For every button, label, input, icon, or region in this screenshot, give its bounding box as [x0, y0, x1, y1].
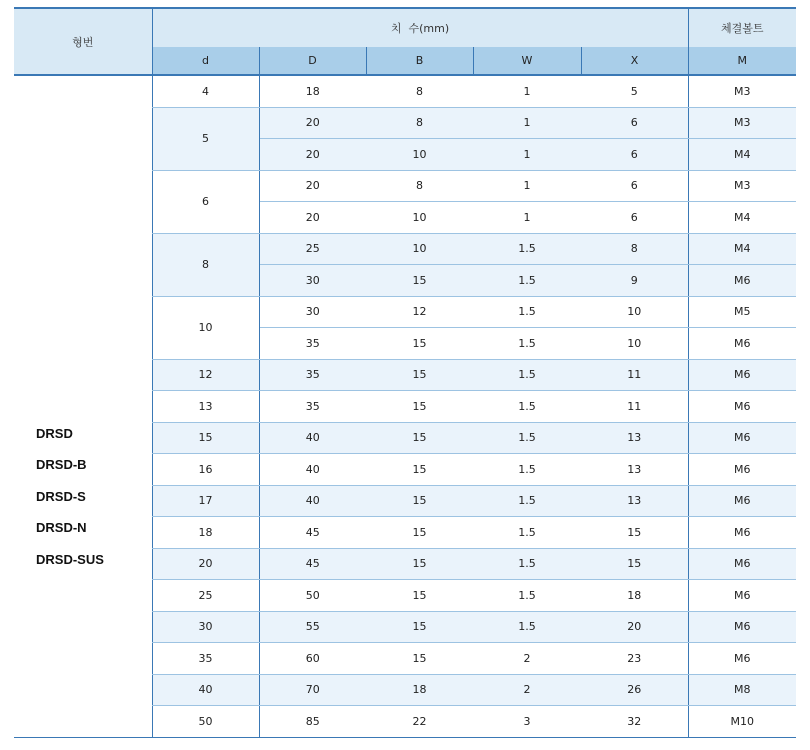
cell-D: 70 [259, 674, 366, 706]
cell-B: 8 [366, 75, 473, 107]
cell-W: 1.5 [473, 328, 581, 360]
cell-D: 85 [259, 706, 366, 738]
cell-B: 15 [366, 265, 473, 297]
cell-B: 10 [366, 233, 473, 265]
cell-d: 10 [152, 296, 259, 359]
cell-B: 15 [366, 391, 473, 423]
cell-M: M6 [688, 265, 796, 297]
cell-M: M10 [688, 706, 796, 738]
cell-d: 25 [152, 580, 259, 612]
column-header-M: M [688, 47, 796, 75]
cell-X: 26 [581, 674, 688, 706]
cell-D: 20 [259, 170, 366, 202]
cell-X: 6 [581, 139, 688, 171]
cell-B: 22 [366, 706, 473, 738]
cell-W: 2 [473, 674, 581, 706]
cell-W: 1.5 [473, 296, 581, 328]
cell-B: 12 [366, 296, 473, 328]
cell-M: M4 [688, 233, 796, 265]
cell-B: 10 [366, 202, 473, 234]
cell-M: M8 [688, 674, 796, 706]
cell-D: 40 [259, 454, 366, 486]
spec-table [14, 7, 796, 738]
cell-X: 5 [581, 75, 688, 107]
cell-d: 18 [152, 517, 259, 549]
model-header [14, 8, 152, 75]
cell-B: 15 [366, 611, 473, 643]
column-header-D: D [259, 47, 366, 75]
cell-d: 8 [152, 233, 259, 296]
cell-W: 1.5 [473, 611, 581, 643]
cell-W: 1.5 [473, 391, 581, 423]
cell-d: 12 [152, 359, 259, 391]
column-header-X: X [581, 47, 688, 75]
cell-D: 40 [259, 485, 366, 517]
cell-W: 1.5 [473, 485, 581, 517]
cell-d: 50 [152, 706, 259, 738]
cell-X: 23 [581, 643, 688, 675]
cell-X: 6 [581, 202, 688, 234]
cell-X: 20 [581, 611, 688, 643]
cell-D: 50 [259, 580, 366, 612]
cell-d: 20 [152, 548, 259, 580]
cell-W: 1 [473, 139, 581, 171]
column-header-B: B [366, 47, 473, 75]
cell-D: 25 [259, 233, 366, 265]
cell-M: M6 [688, 328, 796, 360]
cell-B: 15 [366, 422, 473, 454]
model-header-label: 형번 [72, 35, 94, 49]
cell-B: 15 [366, 454, 473, 486]
cell-M: M6 [688, 611, 796, 643]
cell-X: 18 [581, 580, 688, 612]
cell-X: 11 [581, 391, 688, 423]
cell-X: 8 [581, 233, 688, 265]
spec-body [14, 75, 796, 737]
cell-M: M3 [688, 170, 796, 202]
header-row-top [14, 8, 796, 47]
cell-d: 40 [152, 674, 259, 706]
cell-D: 45 [259, 517, 366, 549]
cell-B: 15 [366, 580, 473, 612]
cell-D: 20 [259, 202, 366, 234]
cell-X: 10 [581, 328, 688, 360]
cell-B: 18 [366, 674, 473, 706]
cell-X: 13 [581, 454, 688, 486]
cell-d: 5 [152, 107, 259, 170]
dimension-header [152, 8, 688, 47]
bolt-header-label: 체결볼트 [721, 22, 764, 35]
cell-M: M6 [688, 580, 796, 612]
cell-d: 30 [152, 611, 259, 643]
cell-W: 1 [473, 107, 581, 139]
cell-M: M6 [688, 359, 796, 391]
cell-X: 11 [581, 359, 688, 391]
bolt-header [688, 8, 796, 47]
column-header-d: d [152, 47, 259, 75]
cell-X: 9 [581, 265, 688, 297]
cell-D: 20 [259, 139, 366, 171]
cell-W: 1.5 [473, 359, 581, 391]
cell-W: 1.5 [473, 548, 581, 580]
cell-B: 15 [366, 517, 473, 549]
cell-X: 32 [581, 706, 688, 738]
cell-d: 17 [152, 485, 259, 517]
cell-B: 15 [366, 548, 473, 580]
cell-M: M4 [688, 139, 796, 171]
cell-M: M6 [688, 517, 796, 549]
cell-D: 55 [259, 611, 366, 643]
cell-D: 30 [259, 296, 366, 328]
cell-B: 10 [366, 139, 473, 171]
cell-M: M3 [688, 75, 796, 107]
cell-d: 6 [152, 170, 259, 233]
cell-d: 15 [152, 422, 259, 454]
cell-B: 8 [366, 170, 473, 202]
cell-d: 16 [152, 454, 259, 486]
model-type-list [36, 418, 152, 576]
cell-D: 45 [259, 548, 366, 580]
cell-X: 13 [581, 485, 688, 517]
cell-D: 35 [259, 391, 366, 423]
cell-d: 4 [152, 75, 259, 107]
cell-X: 10 [581, 296, 688, 328]
cell-D: 20 [259, 107, 366, 139]
model-type-name: DRSD-SUS [36, 551, 104, 567]
cell-D: 30 [259, 265, 366, 297]
cell-W: 1.5 [473, 265, 581, 297]
cell-M: M5 [688, 296, 796, 328]
cell-d: 35 [152, 643, 259, 675]
cell-M: M6 [688, 485, 796, 517]
cell-W: 1 [473, 170, 581, 202]
cell-M: M6 [688, 422, 796, 454]
cell-D: 18 [259, 75, 366, 107]
cell-D: 60 [259, 643, 366, 675]
model-type-name: DRSD-S [36, 488, 86, 504]
cell-M: M6 [688, 391, 796, 423]
cell-M: M6 [688, 643, 796, 675]
cell-B: 15 [366, 485, 473, 517]
model-type-name: DRSD-N [36, 520, 87, 535]
cell-W: 1.5 [473, 517, 581, 549]
column-header-W: W [473, 47, 581, 75]
cell-X: 15 [581, 517, 688, 549]
cell-W: 1.5 [473, 233, 581, 265]
cell-W: 2 [473, 643, 581, 675]
cell-W: 1 [473, 75, 581, 107]
cell-W: 3 [473, 706, 581, 738]
cell-X: 6 [581, 107, 688, 139]
cell-M: M6 [688, 454, 796, 486]
model-type-name: DRSD [36, 425, 73, 441]
cell-X: 15 [581, 548, 688, 580]
cell-X: 13 [581, 422, 688, 454]
cell-M: M3 [688, 107, 796, 139]
cell-X: 6 [581, 170, 688, 202]
cell-d: 13 [152, 391, 259, 423]
cell-B: 8 [366, 107, 473, 139]
cell-B: 15 [366, 643, 473, 675]
cell-M: M6 [688, 548, 796, 580]
cell-W: 1 [473, 202, 581, 234]
cell-B: 15 [366, 359, 473, 391]
cell-B: 15 [366, 328, 473, 360]
cell-W: 1.5 [473, 454, 581, 486]
cell-D: 35 [259, 359, 366, 391]
cell-W: 1.5 [473, 422, 581, 454]
dimension-header-label: 치 수(mm) [390, 22, 450, 35]
model-type-cell [14, 75, 152, 737]
table-row [14, 75, 796, 107]
cell-D: 35 [259, 328, 366, 360]
cell-W: 1.5 [473, 580, 581, 612]
model-type-name: DRSD-B [36, 457, 87, 472]
cell-M: M4 [688, 202, 796, 234]
cell-D: 40 [259, 422, 366, 454]
